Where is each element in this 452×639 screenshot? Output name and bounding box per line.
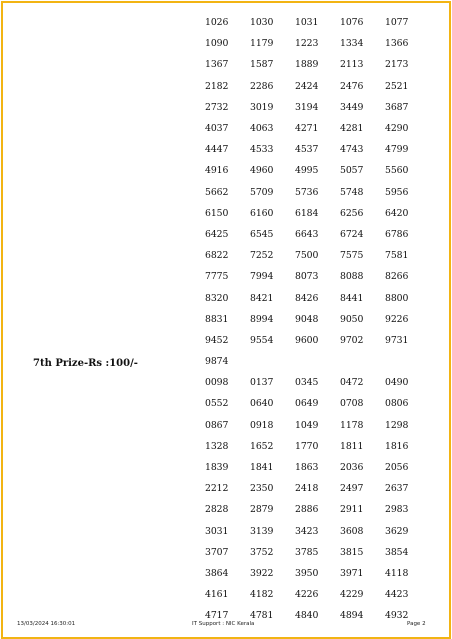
number-row xyxy=(205,351,435,372)
ticket-number: 4799 xyxy=(385,144,409,156)
ticket-number: 9702 xyxy=(340,334,364,346)
ticket-number: 9452 xyxy=(205,334,229,346)
ticket-number: 1298 xyxy=(385,419,409,431)
number-row xyxy=(205,436,435,457)
ticket-number: 4423 xyxy=(385,589,409,601)
ticket-number: 1049 xyxy=(295,419,319,431)
number-row xyxy=(205,415,435,436)
number-row xyxy=(205,457,435,478)
ticket-number: 2476 xyxy=(340,80,364,92)
ticket-number: 1026 xyxy=(205,17,229,29)
ticket-number: 8266 xyxy=(385,271,409,283)
ticket-number: 0490 xyxy=(385,377,409,389)
ticket-number: 3752 xyxy=(250,546,274,558)
ticket-number: 1652 xyxy=(250,440,274,452)
ticket-number: 2182 xyxy=(205,80,229,92)
ticket-number: 1223 xyxy=(295,38,319,50)
footer-timestamp: 13/03/2024 16:30:01 xyxy=(17,621,76,627)
number-row xyxy=(205,584,435,605)
number-row xyxy=(205,478,435,499)
number-row xyxy=(205,309,435,330)
ticket-number: 4743 xyxy=(340,144,364,156)
ticket-number: 9731 xyxy=(385,334,409,346)
ticket-number: 2521 xyxy=(385,80,409,92)
ticket-number: 9050 xyxy=(340,313,364,325)
ticket-number: 3019 xyxy=(250,101,274,113)
number-row xyxy=(205,563,435,584)
number-row xyxy=(205,393,435,414)
ticket-number: 4229 xyxy=(340,589,364,601)
ticket-number: 4281 xyxy=(340,123,364,135)
ticket-number: 8320 xyxy=(205,292,229,304)
ticket-number: 1770 xyxy=(295,440,319,452)
ticket-number: 2286 xyxy=(250,80,274,92)
ticket-number: 1816 xyxy=(385,440,409,452)
ticket-number: 2113 xyxy=(340,59,364,71)
footer-support: IT Support : NIC Kerala xyxy=(192,621,255,627)
ticket-number: 2350 xyxy=(250,483,274,495)
ticket-number: 0345 xyxy=(295,377,319,389)
ticket-number: 8421 xyxy=(250,292,274,304)
ticket-number: 1031 xyxy=(295,17,319,29)
ticket-number: 9600 xyxy=(295,334,319,346)
ticket-number: 0806 xyxy=(385,398,409,410)
ticket-number: 2886 xyxy=(295,504,319,516)
prize-heading-7th: 7th Prize-Rs :100/- xyxy=(33,358,138,369)
number-row xyxy=(205,521,435,542)
ticket-number: 3950 xyxy=(295,567,319,579)
ticket-number: 2056 xyxy=(385,462,409,474)
ticket-number: 1863 xyxy=(295,462,319,474)
ticket-number: 1839 xyxy=(205,462,229,474)
ticket-number: 9554 xyxy=(250,334,274,346)
ticket-number: 9874 xyxy=(205,356,229,368)
ticket-number: 4182 xyxy=(250,589,274,601)
ticket-number: 4932 xyxy=(385,610,409,622)
ticket-number: 6150 xyxy=(205,207,229,219)
ticket-number: 2212 xyxy=(205,483,229,495)
ticket-number: 6184 xyxy=(295,207,319,219)
ticket-number: 2424 xyxy=(295,80,319,92)
ticket-number: 6786 xyxy=(385,228,409,240)
ticket-number: 5662 xyxy=(205,186,229,198)
number-row xyxy=(205,372,435,393)
ticket-number: 3687 xyxy=(385,101,409,113)
ticket-number: 4717 xyxy=(205,610,229,622)
ticket-number: 5748 xyxy=(340,186,364,198)
ticket-number: 5956 xyxy=(385,186,409,198)
ticket-number: 0918 xyxy=(250,419,274,431)
ticket-number: 3139 xyxy=(250,525,274,537)
ticket-number: 1334 xyxy=(340,38,364,50)
ticket-number: 0708 xyxy=(340,398,364,410)
number-row xyxy=(205,12,435,33)
ticket-number: 3922 xyxy=(250,567,274,579)
number-row xyxy=(205,182,435,203)
ticket-number: 1076 xyxy=(340,17,364,29)
ticket-number: 4894 xyxy=(340,610,364,622)
ticket-number: 5560 xyxy=(385,165,409,177)
ticket-number: 1811 xyxy=(340,440,364,452)
ticket-number: 3194 xyxy=(295,101,319,113)
ticket-number: 6545 xyxy=(250,228,274,240)
ticket-number: 0472 xyxy=(340,377,364,389)
ticket-number: 7994 xyxy=(250,271,274,283)
ticket-number: 7581 xyxy=(385,250,409,262)
ticket-number: 6160 xyxy=(250,207,274,219)
ticket-number: 2036 xyxy=(340,462,364,474)
ticket-number-grid xyxy=(205,12,435,626)
ticket-number: 2828 xyxy=(205,504,229,516)
ticket-number: 4916 xyxy=(205,165,229,177)
ticket-number: 2879 xyxy=(250,504,274,516)
ticket-number: 2497 xyxy=(340,483,364,495)
ticket-number: 2637 xyxy=(385,483,409,495)
ticket-number: 2983 xyxy=(385,504,409,516)
ticket-number: 6420 xyxy=(385,207,409,219)
ticket-number: 6822 xyxy=(205,250,229,262)
ticket-number: 3971 xyxy=(340,567,364,579)
ticket-number: 6643 xyxy=(295,228,319,240)
ticket-number: 3864 xyxy=(205,567,229,579)
ticket-number: 8441 xyxy=(340,292,364,304)
ticket-number: 8073 xyxy=(295,271,319,283)
number-row xyxy=(205,97,435,118)
ticket-number: 6425 xyxy=(205,228,229,240)
ticket-number: 5709 xyxy=(250,186,274,198)
footer-page-number: Page 2 xyxy=(407,621,426,627)
ticket-number: 1179 xyxy=(250,38,274,50)
ticket-number: 4226 xyxy=(295,589,319,601)
ticket-number: 2173 xyxy=(385,59,409,71)
number-row xyxy=(205,139,435,160)
ticket-number: 0098 xyxy=(205,377,229,389)
number-row xyxy=(205,542,435,563)
ticket-number: 7252 xyxy=(250,250,274,262)
number-row xyxy=(205,266,435,287)
ticket-number: 4840 xyxy=(295,610,319,622)
ticket-number: 3449 xyxy=(340,101,364,113)
ticket-number: 2418 xyxy=(295,483,319,495)
ticket-number: 6256 xyxy=(340,207,364,219)
ticket-number: 4037 xyxy=(205,123,229,135)
ticket-number: 1889 xyxy=(295,59,319,71)
ticket-number: 1587 xyxy=(250,59,274,71)
ticket-number: 8831 xyxy=(205,313,229,325)
ticket-number: 0137 xyxy=(250,377,274,389)
ticket-number: 5057 xyxy=(340,165,364,177)
ticket-number: 7575 xyxy=(340,250,364,262)
ticket-number: 3707 xyxy=(205,546,229,558)
ticket-number: 1328 xyxy=(205,440,229,452)
ticket-number: 7775 xyxy=(205,271,229,283)
number-row xyxy=(205,330,435,351)
ticket-number: 8800 xyxy=(385,292,409,304)
ticket-number: 4161 xyxy=(205,589,229,601)
ticket-number: 1178 xyxy=(340,419,364,431)
ticket-number: 5736 xyxy=(295,186,319,198)
ticket-number: 3854 xyxy=(385,546,409,558)
ticket-number: 2732 xyxy=(205,101,229,113)
ticket-number: 0640 xyxy=(250,398,274,410)
ticket-number: 8994 xyxy=(250,313,274,325)
ticket-number: 4063 xyxy=(250,123,274,135)
ticket-number: 9226 xyxy=(385,313,409,325)
ticket-number: 1366 xyxy=(385,38,409,50)
number-row xyxy=(205,76,435,97)
ticket-number: 1367 xyxy=(205,59,229,71)
number-row xyxy=(205,287,435,308)
ticket-number: 3815 xyxy=(340,546,364,558)
ticket-number: 0552 xyxy=(205,398,229,410)
ticket-number: 1077 xyxy=(385,17,409,29)
ticket-number: 1030 xyxy=(250,17,274,29)
ticket-number: 7500 xyxy=(295,250,319,262)
ticket-number: 4533 xyxy=(250,144,274,156)
ticket-number: 3608 xyxy=(340,525,364,537)
ticket-number: 4447 xyxy=(205,144,229,156)
number-row xyxy=(205,245,435,266)
ticket-number: 4781 xyxy=(250,610,274,622)
ticket-number: 0867 xyxy=(205,419,229,431)
ticket-number: 2911 xyxy=(340,504,364,516)
number-row xyxy=(205,499,435,520)
ticket-number: 3785 xyxy=(295,546,319,558)
ticket-number: 4537 xyxy=(295,144,319,156)
ticket-number: 4271 xyxy=(295,123,319,135)
number-row xyxy=(205,33,435,54)
ticket-number: 4118 xyxy=(385,567,409,579)
ticket-number: 0649 xyxy=(295,398,319,410)
ticket-number: 8088 xyxy=(340,271,364,283)
ticket-number: 3423 xyxy=(295,525,319,537)
ticket-number: 1090 xyxy=(205,38,229,50)
ticket-number: 4960 xyxy=(250,165,274,177)
ticket-number: 4995 xyxy=(295,165,319,177)
number-row xyxy=(205,160,435,181)
ticket-number: 3031 xyxy=(205,525,229,537)
number-row xyxy=(205,203,435,224)
ticket-number: 4290 xyxy=(385,123,409,135)
number-row xyxy=(205,54,435,75)
ticket-number: 3629 xyxy=(385,525,409,537)
number-row xyxy=(205,118,435,139)
number-row xyxy=(205,224,435,245)
ticket-number: 1841 xyxy=(250,462,274,474)
ticket-number: 6724 xyxy=(340,228,364,240)
ticket-number: 9048 xyxy=(295,313,319,325)
ticket-number: 8426 xyxy=(295,292,319,304)
